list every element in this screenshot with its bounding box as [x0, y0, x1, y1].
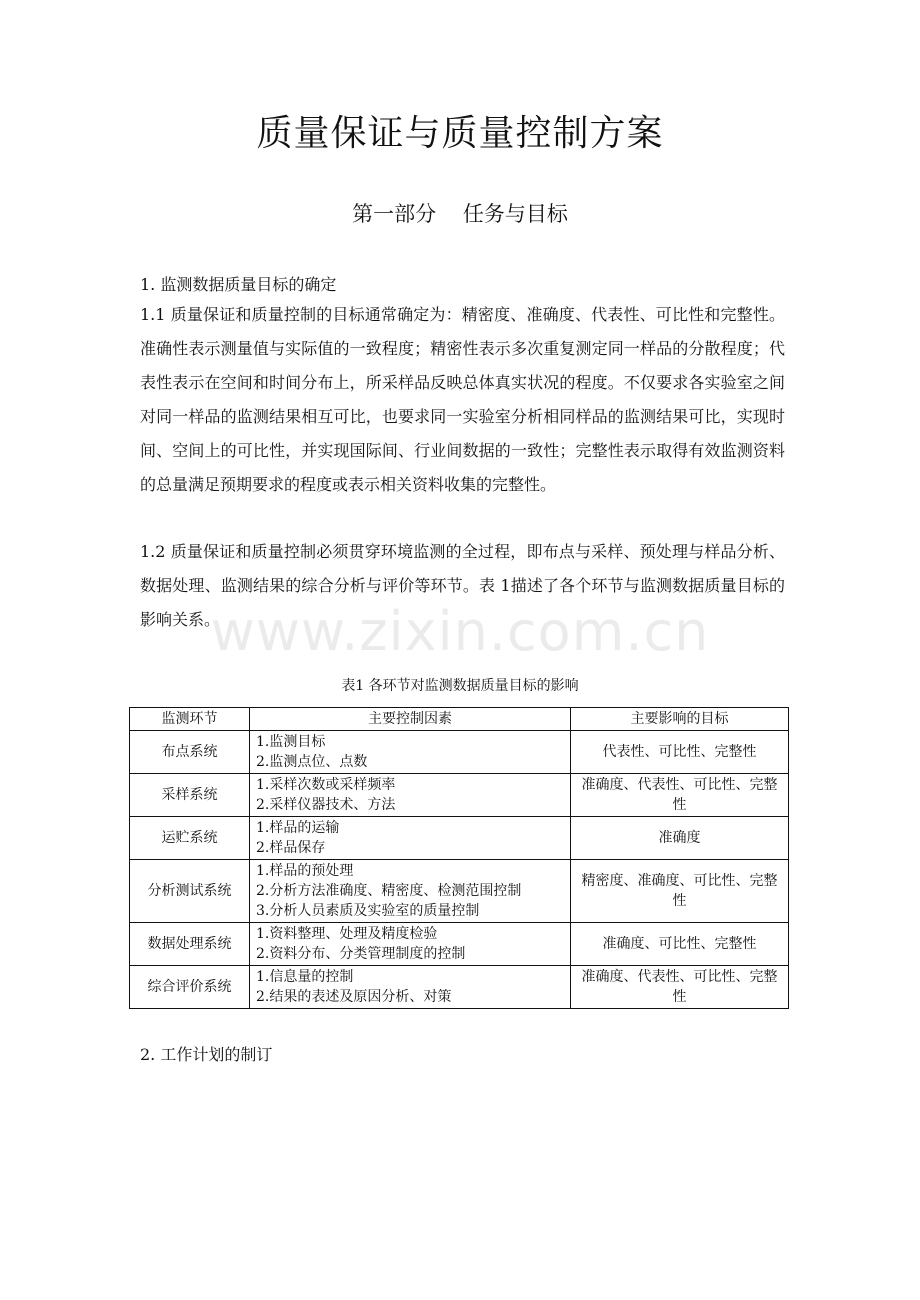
- table-cell-system: 数据处理系统: [130, 923, 250, 966]
- table-header-row: [130, 708, 789, 731]
- table-row: [130, 774, 789, 817]
- column-header: 主要控制因素: [250, 708, 571, 731]
- table-cell-system: 综合评价系统: [130, 966, 250, 1009]
- factor-line: 2.结果的表述及原因分析、对策: [256, 989, 452, 1005]
- table-cell-factors: [250, 731, 571, 774]
- table-cell-factors: [250, 817, 571, 860]
- factor-line: 1.采样次数或采样频率: [256, 777, 396, 793]
- table-cell-system: 采样系统: [130, 774, 250, 817]
- factor-line: 3.分析人员素质及实验室的质量控制: [256, 903, 480, 919]
- factor-line: 1.监测目标: [256, 734, 326, 750]
- factor-line: 2.分析方法准确度、精密度、检测范围控制: [256, 883, 522, 899]
- table-cell-system: 运贮系统: [130, 817, 250, 860]
- paragraph-2: 1.2 质量保证和质量控制必须贯穿环境监测的全过程，即布点与采样、预处理与样品分析、数据处理、监测结果的综合分析与评价等环节。表 1描述了各个环节与监测数据质量目标的影响关系。: [140, 542, 785, 629]
- table-cell-factors: [250, 860, 571, 923]
- factor-line: 2.采样仪器技术、方法: [256, 797, 396, 813]
- table-caption: 表1 各环节对监测数据质量目标的影响: [341, 678, 579, 694]
- table-row: [130, 731, 789, 774]
- table-cell-factors: [250, 966, 571, 1009]
- factor-line: 2.样品保存: [256, 840, 326, 856]
- section-title: 第一部分 任务与目标: [352, 202, 568, 226]
- table-cell-system: 分析测试系统: [130, 860, 250, 923]
- factor-line: 1.信息量的控制: [256, 969, 354, 985]
- table-cell-targets: 准确度: [571, 817, 789, 860]
- table-cell-targets: 准确度、代表性、可比性、完整性: [571, 966, 789, 1009]
- table-cell-targets: 准确度、可比性、完整性: [571, 923, 789, 966]
- column-header: 主要影响的目标: [571, 708, 789, 731]
- factor-line: 2.监测点位、点数: [256, 754, 368, 770]
- column-header: 监测环节: [130, 708, 250, 731]
- heading-2: 2. 工作计划的制订: [140, 1045, 273, 1064]
- table-row: [130, 817, 789, 860]
- table-row: [130, 966, 789, 1009]
- table-cell-targets: 代表性、可比性、完整性: [571, 731, 789, 774]
- table-cell-factors: [250, 774, 571, 817]
- paragraph-1: 1.1 质量保证和质量控制的目标通常确定为：精密度、准确度、代表性、可比性和完整性。准确性表示测量值与实际值的一致程度；精密性表示多次重复测定同一样品的分散程度；代表性表示在空间和时间分布上，所采样品反映总体真实状况的程度。不仅要求各实验室之间对同一样品的监测结果相互可比，也要求同一实验室分析相同样品的监测结果可比，实现时间、空间上的可比性，并实现国际间、行业间数据的一致性；完整性表示取得有效监测资料的总量满足预期要求的程度或表示相关资料收集的完整性。: [140, 305, 785, 494]
- factor-line: 1.样品的预处理: [256, 863, 354, 879]
- table-cell-factors: [250, 923, 571, 966]
- quality-impact-table: [129, 707, 789, 1009]
- table-cell-targets: 准确度、代表性、可比性、完整性: [571, 774, 789, 817]
- table-cell-targets: 精密度、准确度、可比性、完整性: [571, 860, 789, 923]
- table-row: [130, 860, 789, 923]
- heading-1: 1. 监测数据质量目标的确定: [140, 275, 337, 294]
- table-cell-system: 布点系统: [130, 731, 250, 774]
- table-row: [130, 923, 789, 966]
- factor-line: 1.样品的运输: [256, 820, 340, 836]
- factor-line: 1.资料整理、处理及精度检验: [256, 926, 438, 942]
- watermark: www.zixin.com.cn: [210, 600, 710, 663]
- factor-line: 2.资料分布、分类管理制度的控制: [256, 946, 466, 962]
- document-title: 质量保证与质量控制方案: [256, 113, 664, 154]
